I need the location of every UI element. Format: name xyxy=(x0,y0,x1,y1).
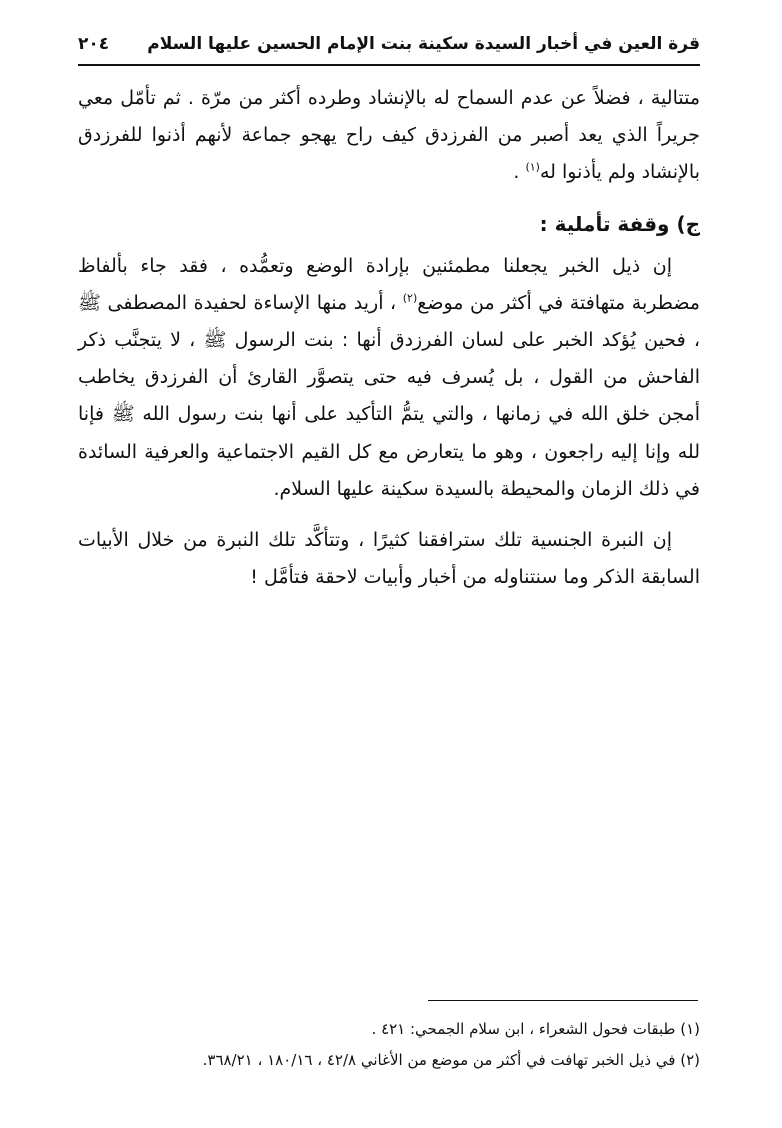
paragraph-1 xyxy=(78,80,700,192)
paragraph-gap xyxy=(78,508,700,522)
paragraph-2 xyxy=(78,248,700,508)
footnote-1: (١) طبقات فحول الشعراء ، ابن سلام الجمحي: ٤٢١ . xyxy=(371,1020,700,1038)
paragraph-1-end: . xyxy=(513,161,526,184)
footnote-2: (٢) في ذيل الخبر تهافت في أكثر من موضع من الأغاني ٤٢/٨ ، ١٨٠/١٦ ، ٣٦٨/٢١. xyxy=(202,1051,700,1069)
footnote-divider xyxy=(428,1000,698,1001)
page-number: ٢٠٤ xyxy=(78,34,110,54)
paragraph-2-text-b: ، أريد منها الإساءة لحفيدة المصطفى ﷺ ، فحين يُؤكد الخبر على لسان الفرزدق أنها : بنت الرسول ﷺ ، لا يتجنَّب ذكر الفاحش من القول ، بل يُسرف فيه حتى يتصوَّر القارئ أن الفرزدق يخاطب أمجن خلق الله في زمانها ، والتي يتمُّ التأكيد على أنها بنت رسول الله ﷺ فإنا لله وإنا إليه راجعون ، وهو ما يتعارض مع كل القيم الاجتماعية والعرفية السائدة في ذلك الزمان والمحيطة بالسيدة سكينة عليها السلام. xyxy=(78,291,700,500)
paragraph-3: إن النبرة الجنسية تلك سترافقنا كثيرًا ، وتتأكَّد تلك النبرة من خلال الأبيات السابقة الذكر وما سنتناوله من أخبار وأبيات لاحقة فتأمَّل ! xyxy=(78,529,700,589)
paragraph-2-text-a: إن ذيل الخبر يجعلنا مطمئنين بإرادة الوضع وتعمُّده ، فقد جاء بألفاظ مضطربة متهافتة في أكثر من موضع xyxy=(78,254,700,314)
section-heading: ج) وقفة تأملية : xyxy=(539,211,700,236)
footnotes xyxy=(78,1014,700,1076)
paragraph-1-text: متتالية ، فضلاً عن عدم السماح له بالإنشاد وطرده أكثر من مرّة . ثم تأمّل معي جريراً الذي يعد أصبر من الفرزدق كيف راح يهجو جماعة لأنهم أذنوا للفرزدق بالإنشاد ولم يأذنوا له xyxy=(78,87,700,184)
running-title: قرة العين في أخبار السيدة سكينة بنت الإمام الحسين عليها السلام xyxy=(147,34,700,54)
footnote-ref-1: (١) xyxy=(525,161,540,175)
page-body xyxy=(78,80,700,596)
page-header xyxy=(78,28,700,66)
footnote-ref-2: (٢) xyxy=(402,291,418,305)
